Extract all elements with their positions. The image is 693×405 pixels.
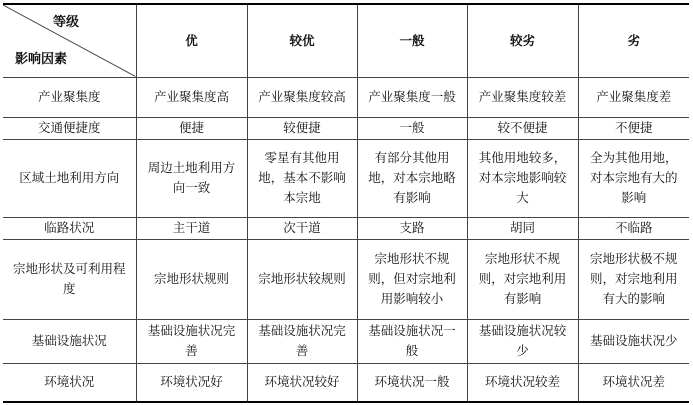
table-cell: 不临路 (578, 217, 689, 239)
table-cell: 宗地形状规则 (136, 239, 247, 319)
table-row (3, 117, 689, 139)
table-cell: 支路 (357, 217, 467, 239)
table-cell: 胡同 (467, 217, 578, 239)
factor-cell: 基础设施状况 (3, 319, 136, 363)
table-cell: 零星有其他用地，基本不影响本宗地 (247, 139, 357, 217)
table-cell: 产业聚集度较高 (247, 77, 357, 117)
table-cell: 有部分其他用地，对本宗地略有影响 (357, 139, 467, 217)
table-row (3, 139, 689, 217)
factor-cell: 交通便捷度 (3, 117, 136, 139)
table-cell: 基础设施状况少 (578, 319, 689, 363)
table-cell: 次干道 (247, 217, 357, 239)
factor-cell: 临路状况 (3, 217, 136, 239)
level-header: 较优 (247, 4, 357, 77)
table-cell: 周边土地利用方向一致 (136, 139, 247, 217)
table-cell: 环境状况差 (578, 363, 689, 402)
table-cell: 产业聚集度差 (578, 77, 689, 117)
table-cell: 产业聚集度一般 (357, 77, 467, 117)
table-cell: 环境状况好 (136, 363, 247, 402)
table-row (3, 217, 689, 239)
table-cell: 其他用地较多，对本宗地影响较大 (467, 139, 578, 217)
header-row (3, 4, 689, 77)
table-cell: 环境状况较好 (247, 363, 357, 402)
table-cell: 不便捷 (578, 117, 689, 139)
level-header: 一般 (357, 4, 467, 77)
table-row (3, 319, 689, 363)
table-cell: 宗地形状较规则 (247, 239, 357, 319)
level-header: 优 (136, 4, 247, 77)
table-cell: 便捷 (136, 117, 247, 139)
factor-cell: 宗地形状及可利用程度 (3, 239, 136, 319)
table-cell: 宗地形状不规则，但对宗地利用影响较小 (357, 239, 467, 319)
table-row (3, 363, 689, 402)
table-cell: 全为其他用地，对本宗地有大的影响 (578, 139, 689, 217)
level-header: 劣 (578, 4, 689, 77)
table-row (3, 77, 689, 117)
table-cell: 基础设施状况完善 (247, 319, 357, 363)
table-cell: 基础设施状况较少 (467, 319, 578, 363)
table-cell: 较不便捷 (467, 117, 578, 139)
table-cell: 环境状况一般 (357, 363, 467, 402)
table-cell: 产业聚集度较差 (467, 77, 578, 117)
factor-cell: 区域土地利用方向 (3, 139, 136, 217)
table-cell: 基础设施状况完善 (136, 319, 247, 363)
table-cell: 环境状况较差 (467, 363, 578, 402)
factor-cell: 产业聚集度 (3, 77, 136, 117)
grading-table (3, 3, 689, 403)
table-cell: 一般 (357, 117, 467, 139)
corner-header-cell (3, 4, 136, 77)
table-cell: 产业聚集度高 (136, 77, 247, 117)
table-cell: 基础设施状况一般 (357, 319, 467, 363)
table-cell: 宗地形状不规则，对宗地利用有影响 (467, 239, 578, 319)
factor-cell: 环境状况 (3, 363, 136, 402)
level-header: 较劣 (467, 4, 578, 77)
table-row (3, 239, 689, 319)
corner-label-factor: 影响因素 (15, 52, 68, 67)
table-cell: 主干道 (136, 217, 247, 239)
table-cell: 较便捷 (247, 117, 357, 139)
table-cell: 宗地形状极不规则，对宗地利用有大的影响 (578, 239, 689, 319)
corner-label-level: 等级 (53, 15, 80, 30)
